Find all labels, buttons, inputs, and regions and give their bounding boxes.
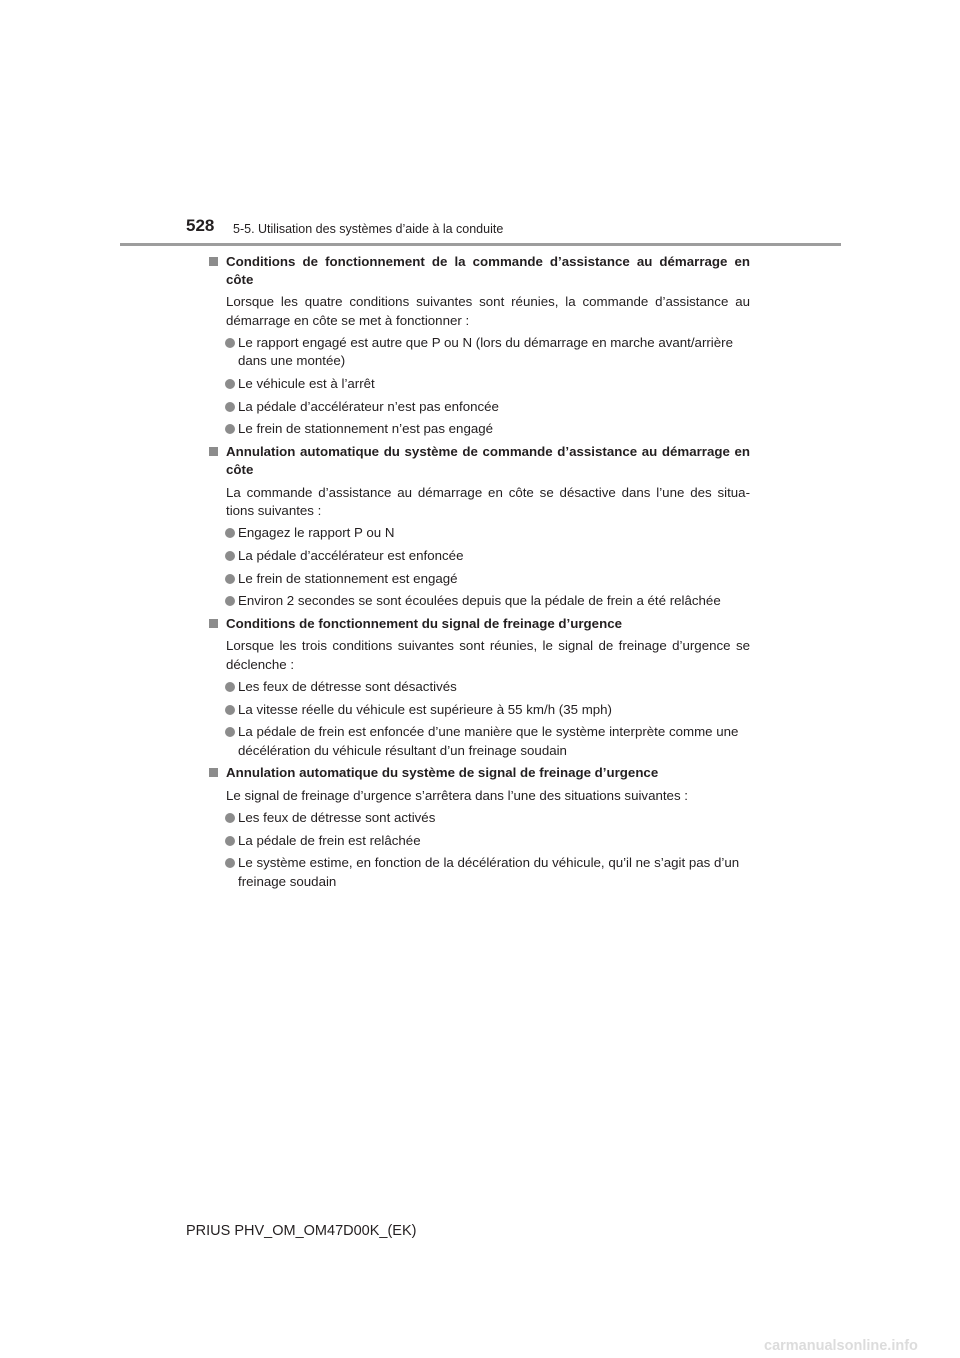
list-item [209, 701, 750, 719]
section-hill-start-conditions [209, 253, 750, 439]
list-item-text: La vitesse réelle du véhicule est supérieure à 55 km/h (35 mph) [238, 701, 612, 717]
circle-bullet-icon [225, 379, 235, 389]
section-intro: Lorsque les trois conditions suivantes sont réunies, le signal de freinage d’urgence se déclenche : [226, 638, 750, 672]
list-item [209, 723, 750, 759]
header-rule [120, 243, 841, 246]
list-item [209, 420, 750, 438]
list-item [209, 809, 750, 827]
square-bullet-icon [209, 768, 218, 777]
section-intro: La commande d’assistance au démarrage en côte se désactive dans l’une des situa-tions suivantes : [226, 484, 750, 518]
document-code: PRIUS PHV_OM_OM47D00K_(EK) [186, 1223, 417, 1239]
section-heading-text: Annulation automatique du système de signal de freinage d’urgence [226, 765, 659, 781]
section-intro: Lorsque les quatre conditions suivantes sont réunies, la commande d’assistance au démarrage en côte se met à fonctionner : [226, 294, 750, 328]
square-bullet-icon [209, 447, 218, 456]
list-item-text: Engagez le rapport P ou N [238, 525, 395, 541]
circle-bullet-icon [225, 402, 235, 412]
list-item [209, 547, 750, 565]
list-item [209, 570, 750, 588]
circle-bullet-icon [225, 338, 235, 348]
list-item-text: Les feux de détresse sont désactivés [238, 678, 457, 694]
section-emergency-brake-signal-conditions [209, 615, 750, 760]
circle-bullet-icon [225, 858, 235, 868]
section-heading [209, 615, 750, 633]
list-item-text: La pédale d’accélérateur est enfoncée [238, 547, 464, 563]
list-item-text: Environ 2 secondes se sont écoulées depuis que la pédale de frein a été relâchée [238, 593, 721, 609]
list-item [209, 854, 750, 890]
list-item [209, 375, 750, 393]
page-number: 528 [186, 216, 215, 235]
list-item-text: Le frein de stationnement est engagé [238, 570, 458, 586]
square-bullet-icon [209, 257, 218, 266]
circle-bullet-icon [225, 528, 235, 538]
list-item-text: La pédale de frein est enfoncée d’une manière que le système interprète comme une décélération du véhicule résultant d’un freinage soudain [238, 724, 739, 758]
square-bullet-icon [209, 619, 218, 628]
section-heading-text: Conditions de fonctionnement de la commande d’assistance au démarrage en côte [226, 254, 750, 288]
section-intro: Le signal de freinage d’urgence s’arrêtera dans l’une des situations suivantes : [226, 787, 688, 803]
list-item-text: Le rapport engagé est autre que P ou N (lors du démarrage en marche avant/arrière dans une montée) [238, 334, 733, 369]
circle-bullet-icon [225, 836, 235, 846]
circle-bullet-icon [225, 682, 235, 692]
circle-bullet-icon [225, 596, 235, 606]
list-item-text: La pédale de frein est relâchée [238, 832, 421, 848]
circle-bullet-icon [225, 551, 235, 561]
circle-bullet-icon [225, 813, 235, 823]
list-item-text: Les feux de détresse sont activés [238, 809, 436, 825]
list-item [209, 678, 750, 696]
list-item [209, 398, 750, 416]
section-heading [209, 443, 750, 479]
list-item [209, 524, 750, 542]
list-item [209, 592, 750, 610]
circle-bullet-icon [225, 574, 235, 584]
list-item-text: La pédale d’accélérateur n’est pas enfoncée [238, 398, 499, 414]
list-item-text: Le frein de stationnement n’est pas engagé [238, 421, 494, 437]
list-item [209, 334, 750, 370]
page-content [209, 253, 750, 895]
section-heading-text: Conditions de fonctionnement du signal de freinage d’urgence [226, 616, 622, 632]
section-hill-start-cancellation [209, 443, 750, 610]
section-heading-text: Annulation automatique du système de commande d’assistance au démarrage en côte [226, 444, 750, 478]
list-item-text: Le véhicule est à l’arrêt [238, 375, 375, 391]
circle-bullet-icon [225, 727, 235, 737]
circle-bullet-icon [225, 705, 235, 715]
list-item [209, 832, 750, 850]
section-heading [209, 253, 750, 289]
section-heading [209, 764, 750, 782]
circle-bullet-icon [225, 424, 235, 434]
section-emergency-brake-signal-cancellation [209, 764, 750, 890]
watermark: carmanualsonline.info [764, 1338, 918, 1354]
list-item-text: Le système estime, en fonction de la décélération du véhicule, qu’il ne s’agit pas d’un freinage soudain [238, 855, 740, 889]
chapter-title: 5-5. Utilisation des systèmes d’aide à la conduite [233, 222, 504, 236]
